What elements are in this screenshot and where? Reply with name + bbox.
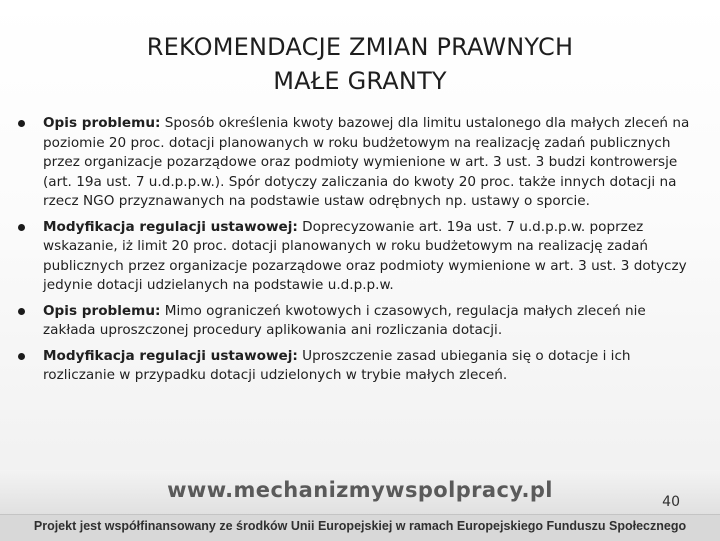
website-address: www.mechanizmywspolpracy.pl <box>167 478 553 502</box>
bullet-text: Uproszczenie zasad ubiegania się o dotacje i ich rozliczanie w przypadku dotacji udzielonych w trybie małych zleceń. <box>43 347 631 383</box>
bullet-dot-icon <box>18 353 25 360</box>
bullet-term: Opis problemu: <box>43 115 161 131</box>
bullet-dot-icon <box>18 224 25 231</box>
slide-title <box>0 30 720 98</box>
bullet-dot-icon <box>18 120 25 127</box>
bullet-item <box>18 347 698 386</box>
bullet-text: Mimo ograniczeń kwotowych i czasowych, regulacja małych zleceń nie zakłada uproszczonej procedury aplikowania ani rozliczania dotacji. <box>43 302 646 338</box>
bullet-term: Modyfikacja regulacji ustawowej: <box>43 347 298 364</box>
bullet-item <box>18 218 698 296</box>
slide-number: 40 <box>662 494 680 510</box>
bullet-term: Modyfikacja regulacji ustawowej: <box>43 218 298 235</box>
bullet-term: Opis problemu: <box>43 302 161 319</box>
bullet-item <box>18 114 698 212</box>
funding-note: Projekt jest współfinansowany ze środków Unii Europejskiej w ramach Europejskiego Funduszu Społecznego <box>33 519 687 533</box>
bullet-text: Sposób określenia kwoty bazowej dla limitu ustalonego dla małych zleceń na poziomie 20 proc. dotacji planowanych w roku budżetowym na realizację zadań publicznych przez organizacje pozarządowe oraz podmioty wymienione w art. 3 ust. 3 budzi kontrowersje (art. 19a ust. 7 u.d.p.p.w.). Spór dotyczy zaliczania do kwoty 20 proc. także innych dotacji na rzecz NGO przyznawanych na podstawie ustaw odrębnych np. ustawy o sporcie. <box>43 115 690 209</box>
bullet-item <box>18 302 698 341</box>
bullet-dot-icon <box>18 308 25 315</box>
slide-title-line-1: REKOMENDACJE ZMIAN PRAWNYCH <box>146 33 574 61</box>
bullet-text: Doprecyzowanie art. 19a ust. 7 u.d.p.p.w. poprzez wskazanie, iż limit 20 proc. dotacji planowanych w roku budżetowym na realizację zadań publicznych przez organizacje pozarządowe oraz podmioty wymienione w art. 3 ust. 3 dotyczy jedynie dotacji udzielanych na podstawie u.d.p.p.w. <box>43 218 687 293</box>
slide-title-line-2: MAŁE GRANTY <box>273 67 447 95</box>
bullet-list <box>18 114 698 392</box>
